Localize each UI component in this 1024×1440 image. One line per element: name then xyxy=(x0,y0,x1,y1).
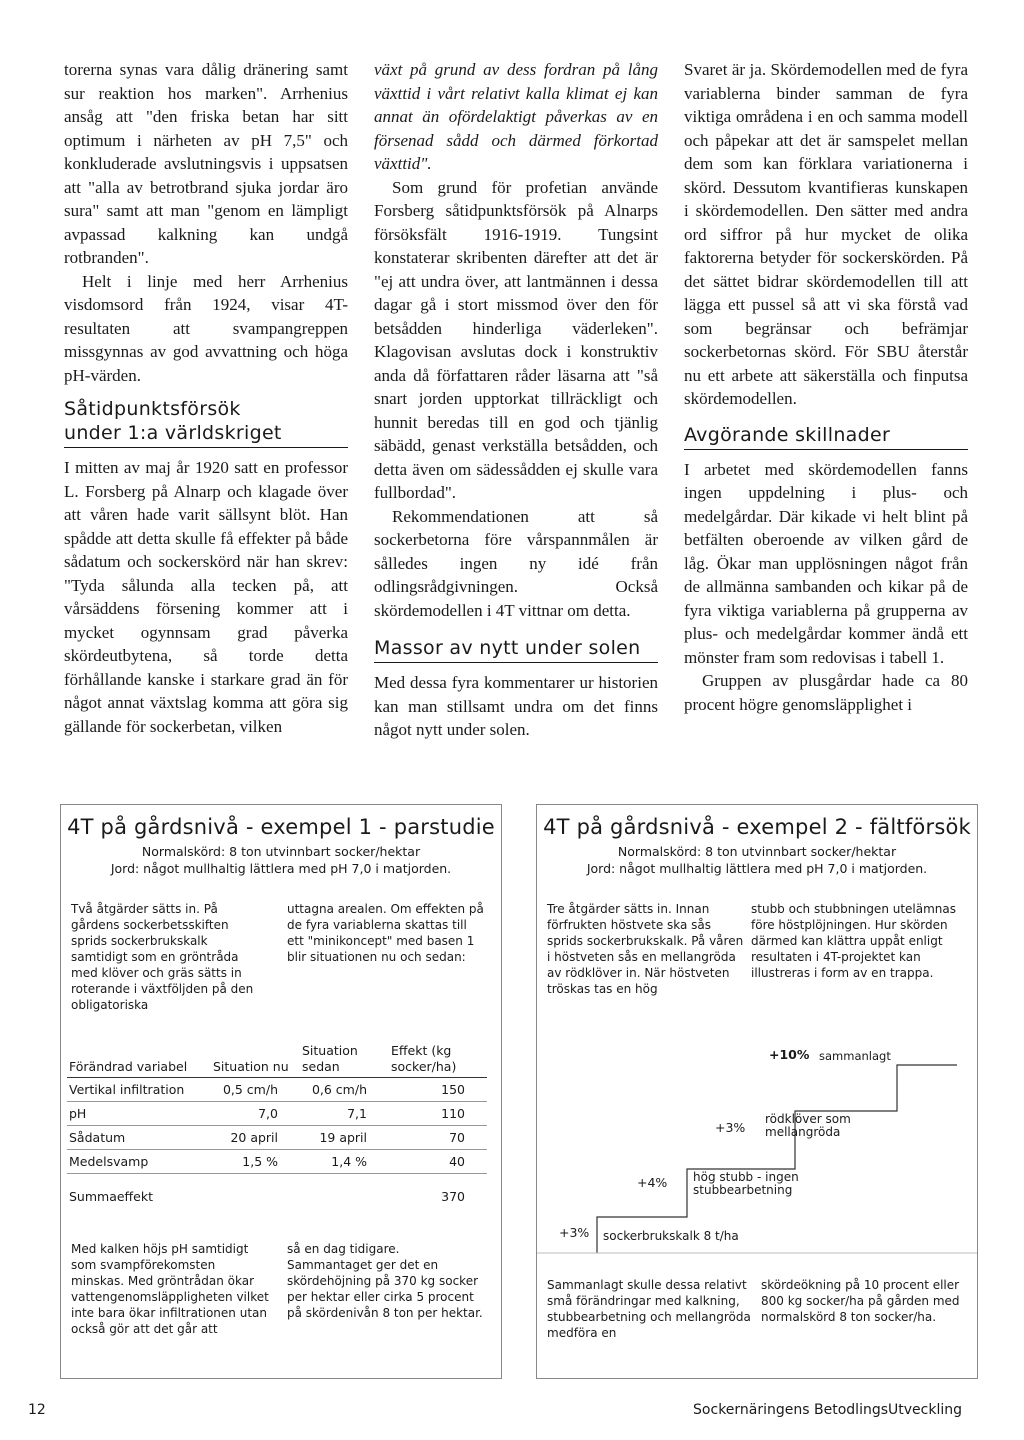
heading-line: under 1:a världskriget xyxy=(64,422,282,444)
step-percent: +3% xyxy=(559,1225,590,1240)
paragraph: Som grund för profetian använde Forsberg såtidpunktsförsök på Alnarps försöksfält 1916-1919. Tungsint konstaterar skribenten därefter att det är "ej att undra över, att lantmännen i dessa dagar gå i stort missmod över den för betsådden hinderliga väderleken". Klagovisan avslutas dock i konstruktiv anda då författaren råder läsarna att "så snart jorden upptorkat tillräckligt och hunnit beredas till en god och tjänlig säbädd, genast verkställa betsådden, och detta även om sädessådden ej skulle vara fullbordad". xyxy=(374,177,658,502)
text-block: uttagna arealen. Om effekten på de fyra variablerna skattas till ett "minikoncept" med basen 1 blir situationen nu och sedan: xyxy=(287,902,484,964)
table-row xyxy=(67,1078,487,1102)
table-cell: 70 xyxy=(389,1126,487,1150)
table-cell: 20 april xyxy=(211,1126,300,1150)
table-cell: Medelsvamp xyxy=(67,1150,211,1174)
paragraph: I mitten av maj år 1920 satt en professor L. Forsberg på Alnarp och klagade över att våren hade varit sällsynt blöt. Han spådde att detta skulle få effekter på både sådatum och sockerskörd när han skrev: "Tyda sålunda alla tecken på, att vårsäddens försening kommer att i mycket ogynnsam grad påverka skördeutbytena, så torde detta förhållande kanske i starkare grad än för något annat växtslag komma att göra sig gällande för sockerbetan, vilken xyxy=(64,458,348,736)
box-subtitle xyxy=(61,843,501,877)
step-label: hög stubb - ingen stubbearbetning xyxy=(693,1170,799,1197)
section-heading: Avgörande skillnader xyxy=(684,423,968,450)
page-number: 12 xyxy=(28,1402,46,1418)
table-cell: 150 xyxy=(389,1078,487,1102)
table-row xyxy=(67,1150,487,1174)
total-percent: +10% xyxy=(769,1047,810,1062)
intro-text-left xyxy=(71,901,261,1013)
intro-text-right xyxy=(287,901,487,965)
text-block: Med kalken höjs pH samtidigt som svampförekomsten minskas. Med gröntrådan ökar vattengenomsläppligheten vilket inte bara ökar infiltrationen utan också gör att det går att xyxy=(71,1242,269,1336)
paragraph: Gruppen av plusgårdar hade ca 80 procent högre genomsläpplighet i xyxy=(684,671,968,714)
example-box-2 xyxy=(536,804,978,1379)
box-title: 4T på gårdsnivå - exempel 2 - fältförsök xyxy=(543,815,971,839)
step-label: sockerbrukskalk 8 t/ha xyxy=(603,1229,739,1243)
text-block: så en dag tidigare. Sammantaget ger det en skördehöjning på 370 kg socker per hektar eller cirka 5 procent på skördenivån 8 ton per hektar. xyxy=(287,1242,483,1320)
paragraph: växt på grund av dess fordran på lång växttid i vårt relativt kalla klimat ej kan annat än ofördelaktigt påverkas av en försenad sådd och därmed förkortad växttid". xyxy=(374,60,658,173)
outro-text-right xyxy=(287,1241,487,1321)
col-header: Situation sedan xyxy=(300,1043,389,1078)
table-cell: 0,5 cm/h xyxy=(211,1078,300,1102)
table-cell: 40 xyxy=(389,1150,487,1174)
section-heading: Massor av nytt under solen xyxy=(374,636,658,663)
text-column-2 xyxy=(374,58,658,742)
table-cell: 7,0 xyxy=(211,1102,300,1126)
outro-text-right xyxy=(761,1277,965,1325)
col-header: Situation nu xyxy=(211,1043,300,1078)
staircase-lines xyxy=(537,1025,977,1255)
text-block: skördeökning på 10 procent eller 800 kg socker/ha på gården med normalskörd 8 ton socker/ha. xyxy=(761,1278,960,1324)
box-title: 4T på gårdsnivå - exempel 1 - parstudie xyxy=(67,815,495,839)
yield-staircase xyxy=(537,1025,977,1255)
sum-label: Summaeffekt xyxy=(69,1189,154,1204)
table-cell: Vertikal infiltration xyxy=(67,1078,211,1102)
table-cell: Sådatum xyxy=(67,1126,211,1150)
col-header: Förändrad variabel xyxy=(67,1043,211,1078)
col-header: Effekt (kg socker/ha) xyxy=(389,1043,487,1078)
step-percent: +4% xyxy=(637,1175,668,1190)
paragraph: Rekommendationen att så sockerbetorna före vårspannmålen är sålledes ingen ny idé från odlingsrådgivningen. Också skördemodellen i 4T vittnar om detta. xyxy=(374,506,658,620)
table-row xyxy=(67,1102,487,1126)
text-block: stubb och stubbningen utelämnas före höstplöjningen. Hur skörden därmed kan klättra uppåt enligt resultaten i 4T-projektet kan illustreras i form av en trappa. xyxy=(751,902,957,980)
step-label: rödklöver som mellangröda xyxy=(765,1112,851,1139)
total-label: sammanlagt xyxy=(819,1049,891,1063)
normal-yield: Normalskörd: 8 ton utvinnbart socker/hektar xyxy=(141,844,421,859)
publication-name: Sockernäringens BetodlingsUtveckling xyxy=(693,1402,962,1418)
paragraph: torerna synas vara dålig dränering samt sur reaktion hos marken". Arrhenius ansåg att "den friska betan har sitt optimum i närheten av pH 7,5" och konkluderade avslutningsvis i uppsatsen att "alla av betrotbrand sjuka jordar äro sura" samt att man "genom en lämpligt avpassad kalkning kan undgå rotbranden". xyxy=(64,60,348,267)
table-sum-row xyxy=(67,1174,487,1209)
table-row xyxy=(67,1126,487,1150)
table-cell: 7,1 xyxy=(300,1102,389,1126)
text-block: Sammanlagt skulle dessa relativt små förändringar med kalkning, stubbearbetning och mellangröda medföra en xyxy=(547,1278,751,1340)
section-heading xyxy=(64,397,348,448)
outro-text-left xyxy=(547,1277,751,1341)
table-header-row xyxy=(67,1043,487,1078)
paragraph: Svaret är ja. Skördemodellen med de fyra variablerna binder samman de fyra viktiga områdena i en och samma modell och påpekar att det är samspelet mellan dem som kan förklara variationerna i skörd. Dessutom kvantifieras kunskapen i skördemodellen. Den sätter med andra ord siffror på hur mycket de olika faktorerna betyder för sockerskörden. På det sättet bidrar skördemodellen till att lägga ett pussel så att vi ska förstå vad som begränsar och befrämjar sockerbetornas skörd. För SBU återstår nu ett arbete att säkerställa och finputsa skördemodellen. xyxy=(684,60,968,408)
table-cell: 110 xyxy=(389,1102,487,1126)
outro-text-left xyxy=(71,1241,271,1337)
table-cell: 0,6 cm/h xyxy=(300,1078,389,1102)
normal-yield: Normalskörd: 8 ton utvinnbart socker/hektar xyxy=(617,844,897,859)
text-block: Två åtgärder sätts in. På gårdens sockerbetsskiften sprids sockerbrukskalk samtidigt som en gröntråda med klöver och gräs sätts in roterande i växtföljden på den obligatoriska xyxy=(71,902,254,1012)
paragraph: Med dessa fyra kommentarer ur historien kan man stillsamt undra om det finns något nytt under solen. xyxy=(374,673,658,739)
box-subtitle xyxy=(537,843,977,877)
table-cell: pH xyxy=(67,1102,211,1126)
soil-description: Jord: något mullhaltig lättlera med pH 7,0 i matjorden. xyxy=(110,861,452,876)
table-cell: 1,4 % xyxy=(300,1150,389,1174)
paragraph: I arbetet med skördemodellen fanns ingen uppdelning i plus- och medelgårdar. Där kikade vi helt blint på betfälten oberoende av vilken gård de låg. Ökar man upplösningen något från de allmänna sambanden och kikar på de fyra viktiga variablerna på grupperna av plus- och medelgårdar kommer ändå ett mönster fram som redovisas i tabell 1. xyxy=(684,459,968,667)
effect-table xyxy=(67,1043,487,1208)
heading-line: Såtidpunktsförsök xyxy=(64,398,241,420)
sum-value: 370 xyxy=(441,1189,465,1204)
intro-text-left xyxy=(547,901,747,997)
paragraph: Helt i linje med herr Arrhenius visdomsord från 1924, visar 4T-resultaten att svampangreppen missgynnas av god avvattning och höga pH-värden. xyxy=(64,271,348,385)
example-box-1 xyxy=(60,804,502,1379)
intro-text-right xyxy=(751,901,965,981)
text-block: Tre åtgärder sätts in. Innan förfrukten höstvete ska sås sprids sockerbrukskalk. På våren i höstveten sås en mellangröda av rödklöver in. När höstveten tröskas tas en hög xyxy=(547,902,744,996)
text-column-3 xyxy=(684,58,968,716)
soil-description: Jord: något mullhaltig lättlera med pH 7,0 i matjorden. xyxy=(586,861,928,876)
text-column-1 xyxy=(64,58,348,738)
table-cell: 19 april xyxy=(300,1126,389,1150)
step-percent: +3% xyxy=(715,1120,746,1135)
table-cell: 1,5 % xyxy=(211,1150,300,1174)
